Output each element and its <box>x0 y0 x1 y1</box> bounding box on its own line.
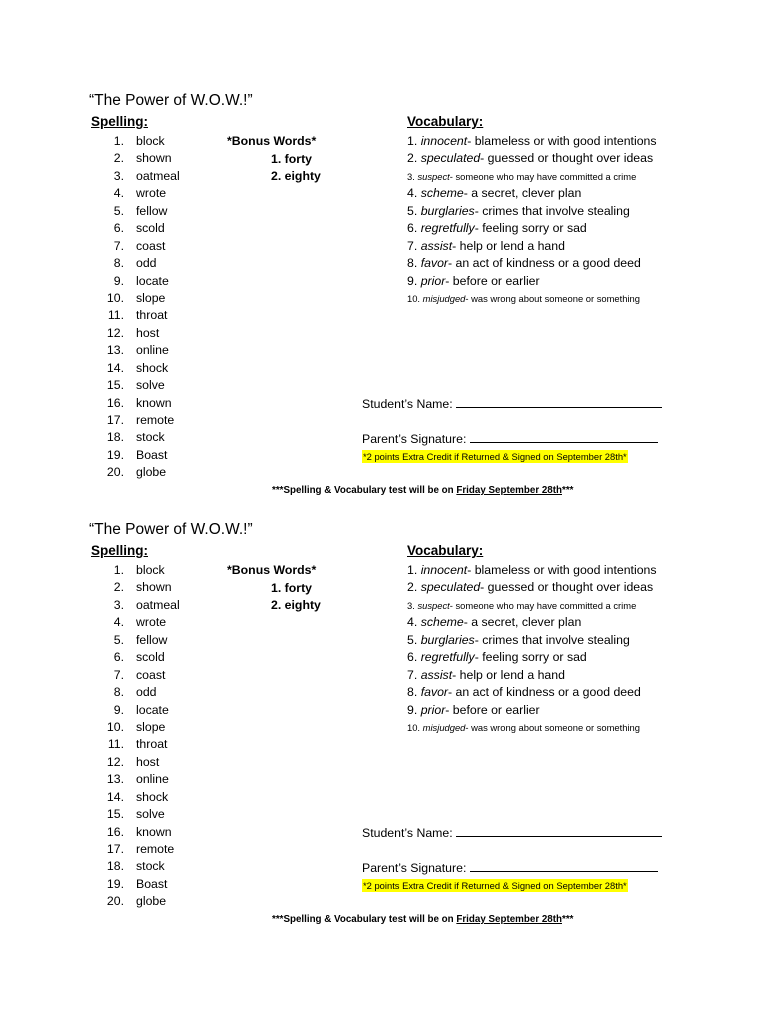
vocabulary-item <box>407 667 657 684</box>
spelling-word: globe <box>136 465 167 480</box>
spelling-word-number: 15. <box>106 378 124 393</box>
vocabulary-item <box>407 168 657 185</box>
bonus-word-item: 1. forty <box>271 580 312 595</box>
spelling-word-item <box>100 649 165 666</box>
vocabulary-item <box>407 133 657 150</box>
parent-signature-label: Parent’s Signature: <box>362 432 467 446</box>
vocabulary-number: 4. <box>407 615 418 630</box>
spelling-word-number: 9. <box>113 273 124 288</box>
spelling-word-number: 20. <box>106 894 124 909</box>
vocabulary-definition: - before or earlier <box>445 273 540 288</box>
spelling-word-number: 8. <box>113 685 124 700</box>
spelling-word: host <box>136 754 160 769</box>
vocabulary-definition: - an act of kindness or a good deed <box>448 685 641 700</box>
test-date-note <box>272 484 573 498</box>
spelling-word-number: 17. <box>106 842 124 856</box>
spelling-word-number: 3. <box>113 168 124 183</box>
vocabulary-item <box>407 203 657 220</box>
vocabulary-term: burglaries <box>420 203 475 218</box>
vocabulary-number: 6. <box>407 650 418 665</box>
vocabulary-number: 8. <box>407 256 418 271</box>
vocabulary-term: innocent <box>420 563 468 577</box>
vocabulary-number: 6. <box>407 221 418 236</box>
spelling-word: odd <box>136 685 157 700</box>
spelling-word: throat <box>136 737 168 752</box>
spelling-word-item <box>100 429 165 446</box>
vocabulary-number: 2. <box>407 580 418 595</box>
spelling-word-number: 15. <box>106 807 124 822</box>
spelling-word-item <box>100 597 180 614</box>
spelling-heading: Spelling: <box>91 114 148 129</box>
extra-credit-note: *2 points Extra Credit if Returned & Signed on September 28th* <box>363 451 627 462</box>
spelling-word-item <box>100 632 168 649</box>
spelling-word-item <box>100 255 157 272</box>
spelling-word-item <box>100 185 167 202</box>
spelling-word-number: 20. <box>106 465 124 480</box>
vocabulary-number: 1. <box>407 134 418 148</box>
vocabulary-term: suspect <box>417 599 450 611</box>
spelling-word-item <box>100 133 165 150</box>
spelling-word-item <box>100 220 165 237</box>
vocabulary-number: 9. <box>407 702 418 717</box>
spelling-word-item <box>100 168 180 185</box>
spelling-word: locate <box>136 702 169 717</box>
vocabulary-term: assist <box>420 667 453 682</box>
spelling-word: scold <box>136 650 165 665</box>
student-name-label: Student’s Name: <box>362 397 453 411</box>
test-note-prefix: ***Spelling & Vocabulary test will be on <box>272 914 457 925</box>
spelling-word: shown <box>136 580 172 595</box>
vocabulary-number: 9. <box>407 273 418 288</box>
vocabulary-term: scheme <box>420 186 464 201</box>
spelling-word: shock <box>136 789 169 804</box>
spelling-word-item <box>100 824 172 841</box>
spelling-word-item <box>100 562 165 579</box>
spelling-word-number: 1. <box>113 134 124 148</box>
spelling-word: locate <box>136 273 169 288</box>
vocabulary-definition: - feeling sorry or sad <box>474 650 587 665</box>
bonus-words-list <box>271 151 321 186</box>
student-name-label: Student’s Name: <box>362 826 453 840</box>
vocabulary-item <box>407 719 657 736</box>
spelling-word-item <box>100 876 168 893</box>
spelling-word: odd <box>136 256 157 271</box>
spelling-word-item <box>100 412 175 429</box>
test-date-note <box>272 913 573 927</box>
parent-signature-blank[interactable] <box>470 430 658 443</box>
vocabulary-item <box>407 579 657 596</box>
spelling-word-item <box>100 771 169 788</box>
vocabulary-definition: - help or lend a hand <box>452 238 565 253</box>
spelling-word-item <box>100 464 167 481</box>
vocabulary-number: 3. <box>407 170 415 182</box>
spelling-word-number: 19. <box>106 447 124 462</box>
spelling-word-number: 14. <box>106 789 124 804</box>
vocabulary-number: 3. <box>407 599 415 611</box>
spelling-word: solve <box>136 378 165 393</box>
bonus-word-item: 1. forty <box>271 151 312 166</box>
spelling-word: block <box>136 134 165 148</box>
spelling-word-number: 18. <box>106 430 124 445</box>
spelling-word-number: 1. <box>113 563 124 577</box>
spelling-word-item <box>100 325 160 342</box>
spelling-word-number: 4. <box>113 186 124 201</box>
spelling-word-item <box>100 579 172 596</box>
spelling-word: fellow <box>136 632 168 647</box>
spelling-word-number: 3. <box>113 597 124 612</box>
spelling-word: solve <box>136 807 165 822</box>
test-date: Friday September 28th <box>456 485 562 496</box>
spelling-word-number: 19. <box>106 876 124 891</box>
vocabulary-definition: - feeling sorry or sad <box>474 221 587 236</box>
vocabulary-definition: - someone who may have committed a crime <box>449 170 637 182</box>
spelling-word-number: 11. <box>107 308 124 323</box>
spelling-word: host <box>136 325 160 340</box>
spelling-word: remote <box>136 842 175 856</box>
vocabulary-definition: - before or earlier <box>445 702 540 717</box>
vocabulary-term: favor <box>420 256 449 271</box>
spelling-word-item <box>100 841 175 858</box>
bonus-words-heading: *Bonus Words* <box>227 134 317 148</box>
vocabulary-number: 1. <box>407 563 418 577</box>
vocabulary-item <box>407 632 657 649</box>
vocabulary-definition: - crimes that involve stealing <box>474 632 630 647</box>
spelling-word-number: 5. <box>113 203 124 218</box>
vocabulary-item <box>407 684 657 701</box>
vocabulary-definition: - someone who may have committed a crime <box>449 599 637 611</box>
spelling-list <box>100 562 180 911</box>
vocabulary-item <box>407 649 657 666</box>
vocabulary-term: favor <box>420 685 449 700</box>
spelling-word-item <box>100 360 169 377</box>
spelling-word-item <box>100 754 160 771</box>
vocabulary-term: regretfully <box>420 650 475 665</box>
vocabulary-term: misjudged <box>422 292 466 304</box>
spelling-word: oatmeal <box>136 168 180 183</box>
bonus-word-item: 2. eighty <box>271 597 321 612</box>
spelling-word-item <box>100 342 169 359</box>
worksheet-section-bottom <box>0 521 770 941</box>
spelling-word-item <box>100 614 167 631</box>
vocabulary-definition: - blameless or with good intentions <box>467 134 657 148</box>
spelling-list <box>100 133 180 482</box>
bonus-words-heading: *Bonus Words* <box>227 563 317 577</box>
vocabulary-number: 8. <box>407 685 418 700</box>
vocabulary-item <box>407 255 657 272</box>
vocabulary-term: prior <box>420 273 446 288</box>
spelling-word-item <box>100 858 165 875</box>
parent-signature-field[interactable] <box>362 859 658 877</box>
vocabulary-item <box>407 238 657 255</box>
spelling-word-item <box>100 150 172 167</box>
vocabulary-number: 10. <box>407 721 421 733</box>
spelling-word: known <box>136 395 172 410</box>
vocabulary-term: assist <box>420 238 453 253</box>
spelling-word-number: 10. <box>106 290 124 305</box>
spelling-word-item <box>100 273 169 290</box>
spelling-word: scold <box>136 221 165 236</box>
spelling-word: slope <box>136 719 166 734</box>
spelling-word: block <box>136 563 165 577</box>
spelling-word-item <box>100 307 168 324</box>
spelling-word-item <box>100 893 167 910</box>
spelling-word-item <box>100 395 172 412</box>
vocabulary-term: regretfully <box>420 221 475 236</box>
spelling-word-item <box>100 702 169 719</box>
vocabulary-definition: - a secret, clever plan <box>463 186 582 201</box>
vocabulary-term: suspect <box>417 170 450 182</box>
spelling-word-number: 18. <box>106 859 124 874</box>
spelling-word-item <box>100 719 166 736</box>
spelling-word-number: 6. <box>113 221 124 236</box>
spelling-word: oatmeal <box>136 597 180 612</box>
vocabulary-term: misjudged <box>422 721 466 733</box>
spelling-word-item <box>100 290 166 307</box>
spelling-word: globe <box>136 894 167 909</box>
vocabulary-term: scheme <box>420 615 464 630</box>
spelling-word: shown <box>136 151 172 166</box>
spelling-word-item <box>100 789 169 806</box>
spelling-word: Boast <box>136 876 168 891</box>
vocabulary-heading: Vocabulary: <box>407 114 484 129</box>
vocabulary-item <box>407 220 657 237</box>
spelling-word: fellow <box>136 203 168 218</box>
bonus-word-item: 2. eighty <box>271 168 321 183</box>
spelling-word: coast <box>136 238 166 253</box>
spelling-word-item <box>100 238 166 255</box>
vocabulary-item <box>407 185 657 202</box>
spelling-word: shock <box>136 360 169 375</box>
spelling-word-number: 10. <box>106 719 124 734</box>
vocabulary-term: burglaries <box>420 632 475 647</box>
spelling-word-number: 13. <box>106 343 124 358</box>
spelling-word-item <box>100 684 157 701</box>
vocabulary-number: 7. <box>407 667 418 682</box>
vocabulary-number: 7. <box>407 238 418 253</box>
spelling-word: throat <box>136 308 168 323</box>
spelling-word-item <box>100 447 168 464</box>
vocabulary-term: prior <box>420 702 446 717</box>
vocabulary-definition: - an act of kindness or a good deed <box>448 256 641 271</box>
spelling-word-number: 5. <box>113 632 124 647</box>
spelling-word: wrote <box>136 615 167 630</box>
spelling-word-number: 7. <box>113 667 124 682</box>
vocabulary-definition: - a secret, clever plan <box>463 615 582 630</box>
vocabulary-number: 2. <box>407 151 418 166</box>
vocabulary-definition: - was wrong about someone or something <box>465 721 640 733</box>
spelling-word-number: 7. <box>113 238 124 253</box>
spelling-word-number: 9. <box>113 702 124 717</box>
spelling-word-item <box>100 203 168 220</box>
spelling-word: online <box>136 772 169 787</box>
parent-signature-label: Parent’s Signature: <box>362 861 467 875</box>
worksheet-title: “The Power of W.O.W.!” <box>89 92 253 109</box>
spelling-word-number: 12. <box>106 325 124 340</box>
bonus-words-list <box>271 580 321 615</box>
vocabulary-item <box>407 273 657 290</box>
vocabulary-item <box>407 150 657 167</box>
test-note-suffix: *** <box>562 914 574 925</box>
student-name-blank[interactable] <box>456 395 662 408</box>
student-name-field[interactable] <box>362 824 662 842</box>
vocabulary-term: speculated <box>420 580 481 595</box>
vocabulary-item <box>407 597 657 614</box>
spelling-word-number: 2. <box>113 151 124 166</box>
spelling-word: coast <box>136 667 166 682</box>
spelling-word-number: 6. <box>113 650 124 665</box>
vocabulary-number: 5. <box>407 203 418 218</box>
spelling-word-number: 12. <box>106 754 124 769</box>
vocabulary-item <box>407 614 657 631</box>
spelling-word-item <box>100 736 168 753</box>
vocabulary-number: 10. <box>407 292 421 304</box>
spelling-word-number: 13. <box>106 772 124 787</box>
vocabulary-definition: - was wrong about someone or something <box>465 292 640 304</box>
student-name-blank[interactable] <box>456 824 662 837</box>
student-name-field[interactable] <box>362 395 662 413</box>
vocabulary-term: innocent <box>420 134 468 148</box>
vocabulary-heading: Vocabulary: <box>407 543 484 558</box>
spelling-word-item <box>100 806 165 823</box>
spelling-word: slope <box>136 290 166 305</box>
spelling-word-number: 16. <box>106 395 124 410</box>
spelling-word-item <box>100 667 166 684</box>
test-note-suffix: *** <box>562 485 574 496</box>
test-date: Friday September 28th <box>456 914 562 925</box>
spelling-word: online <box>136 343 169 358</box>
vocabulary-item <box>407 290 657 307</box>
vocabulary-definition: - blameless or with good intentions <box>467 563 657 577</box>
spelling-heading: Spelling: <box>91 543 148 558</box>
vocabulary-item <box>407 562 657 579</box>
vocabulary-list <box>407 562 657 736</box>
spelling-word-number: 11. <box>107 737 124 752</box>
spelling-word-number: 8. <box>113 256 124 271</box>
vocabulary-number: 5. <box>407 632 418 647</box>
vocabulary-definition: - guessed or thought over ideas <box>480 580 654 595</box>
worksheet-title: “The Power of W.O.W.!” <box>89 521 253 538</box>
spelling-word: remote <box>136 413 175 427</box>
vocabulary-item <box>407 702 657 719</box>
extra-credit-note: *2 points Extra Credit if Returned & Signed on September 28th* <box>363 880 627 891</box>
vocabulary-list <box>407 133 657 307</box>
spelling-word-number: 2. <box>113 580 124 595</box>
worksheet-section-top <box>0 92 770 512</box>
spelling-word: stock <box>136 859 165 874</box>
spelling-word-number: 4. <box>113 615 124 630</box>
spelling-word: known <box>136 824 172 839</box>
test-note-prefix: ***Spelling & Vocabulary test will be on <box>272 485 457 496</box>
spelling-word: wrote <box>136 186 167 201</box>
parent-signature-field[interactable] <box>362 430 658 448</box>
spelling-word: Boast <box>136 447 168 462</box>
spelling-word-number: 16. <box>106 824 124 839</box>
vocabulary-term: speculated <box>420 151 481 166</box>
spelling-word-number: 17. <box>106 413 124 427</box>
vocabulary-number: 4. <box>407 186 418 201</box>
vocabulary-definition: - crimes that involve stealing <box>474 203 630 218</box>
spelling-word-number: 14. <box>106 360 124 375</box>
spelling-word-item <box>100 377 165 394</box>
vocabulary-definition: - guessed or thought over ideas <box>480 151 654 166</box>
vocabulary-definition: - help or lend a hand <box>452 667 565 682</box>
parent-signature-blank[interactable] <box>470 859 658 872</box>
spelling-word: stock <box>136 430 165 445</box>
